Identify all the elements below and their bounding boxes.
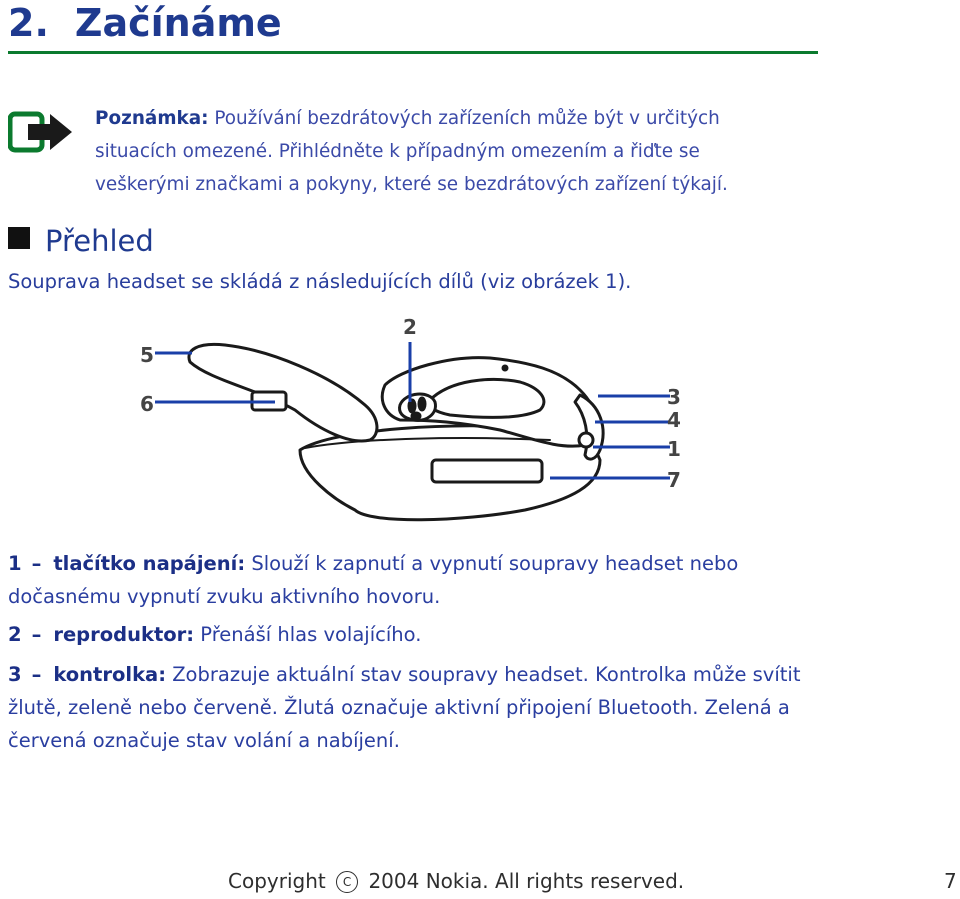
copyright-footer <box>228 866 684 896</box>
description-item-3 <box>8 658 828 757</box>
note-icon <box>8 108 74 156</box>
description-item-1 <box>8 547 828 613</box>
description-dash: – <box>31 552 42 575</box>
callout-label-7: 7 <box>667 468 681 492</box>
description-dash: – <box>31 663 42 686</box>
chapter-title-text: Začínáme <box>74 1 282 45</box>
note-text: Používání bezdrátových zařízeních může být v určitých situacích omezené. Přihlédněte k případným omezením a řiďte se veškerými značkami a pokyny, které se bezdrátových zařízení týkají. <box>95 108 728 195</box>
description-number: 1 <box>8 552 22 575</box>
chapter-number: 2. <box>8 1 49 45</box>
description-term: reproduktor: <box>53 623 195 646</box>
callout-label-2: 2 <box>403 315 417 339</box>
heading-rule <box>8 51 818 54</box>
note-label: Poznámka: <box>95 108 209 129</box>
description-text: Zobrazuje aktuální stav soupravy headset. Kontrolka může svítit žlutě, zeleně nebo červeně. Žlutá označuje aktivní připojení Bluetooth. Zelená a červená označuje stav volání a nabíjení. <box>8 663 801 752</box>
description-item-2 <box>8 618 828 651</box>
callout-label-4: 4 <box>667 408 681 432</box>
description-text: Slouží k zapnutí a vypnutí soupravy headset nebo dočasnému vypnutí zvuku aktivního hovoru. <box>8 552 739 608</box>
description-number: 2 <box>8 623 22 646</box>
note-paragraph <box>95 102 795 201</box>
description-dash: – <box>31 623 42 646</box>
callout-label-6: 6 <box>140 392 154 416</box>
intro-paragraph: Souprava headset se skládá z následujících dílů (viz obrázek 1). <box>8 270 632 293</box>
description-term: tlačítko napájení: <box>53 552 246 575</box>
section-heading <box>8 222 154 260</box>
callout-label-1: 1 <box>667 437 681 461</box>
copyright-text: 2004 Nokia. All rights reserved. <box>368 869 685 893</box>
callout-label-5: 5 <box>140 343 154 367</box>
description-term: kontrolka: <box>53 663 166 686</box>
section-bullet-icon <box>8 227 30 249</box>
page-number: 7 <box>944 869 957 893</box>
description-number: 3 <box>8 663 22 686</box>
copyright-symbol-icon: C <box>336 871 358 893</box>
chapter-title <box>8 0 282 46</box>
headset-figure <box>130 310 700 530</box>
description-text: Přenáší hlas volajícího. <box>200 623 422 646</box>
callout-label-3: 3 <box>667 385 681 409</box>
copyright-label: Copyright <box>228 869 326 893</box>
section-title: Přehled <box>45 224 154 258</box>
